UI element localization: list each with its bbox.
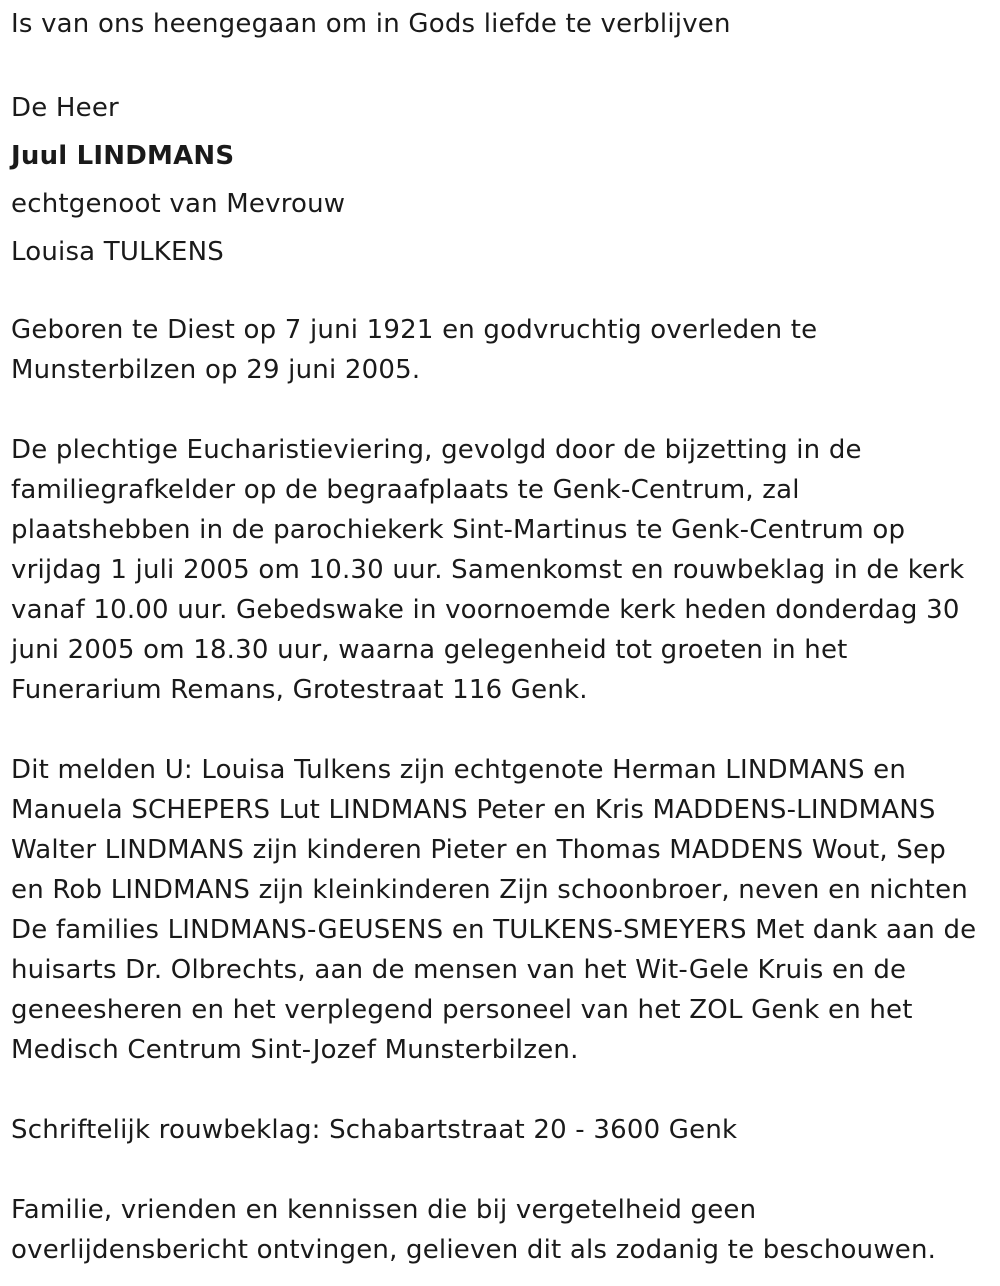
text-line: vrijdag 1 juli 2005 om 10.30 uur. Samenkomst en rouwbeklag in de kerk [11, 555, 965, 585]
deceased-name: Juul LINDMANS [11, 141, 235, 171]
text-line: vanaf 10.00 uur. Gebedswake in voornoemde kerk heden donderdag 30 [11, 595, 960, 625]
text-line: geneesheren en het verplegend personeel van het ZOL Genk en het [11, 995, 913, 1025]
intro-paragraph [11, 0, 986, 44]
text-line: familiegrafkelder op de begraafplaats te Genk-Centrum, zal [11, 475, 800, 505]
text-line: en Rob LINDMANS zijn kleinkinderen Zijn schoonbroer, neven en nichten [11, 875, 968, 905]
text-line: Walter LINDMANS zijn kinderen Pieter en Thomas MADDENS Wout, Sep [11, 835, 946, 865]
text-line: overlijdensbericht ontvingen, gelieven dit als zodanig te beschouwen. [11, 1235, 937, 1265]
text-line: Geboren te Diest op 7 juni 1921 en godvruchtig overleden te [11, 315, 818, 345]
spacer [11, 276, 986, 310]
birth-death-paragraph [11, 310, 986, 390]
condolence-address: Schriftelijk rouwbeklag: Schabartstraat 20 - 3600 Genk [11, 1115, 738, 1145]
ceremony-paragraph [11, 430, 986, 710]
text-line: Familie, vrienden en kennissen die bij vergetelheid geen [11, 1195, 757, 1225]
text-line: Funerarium Remans, Grotestraat 116 Genk. [11, 675, 588, 705]
text-line: Munsterbilzen op 29 juni 2005. [11, 355, 421, 385]
text-line: Manuela SCHEPERS Lut LINDMANS Peter en Kris MADDENS-LINDMANS [11, 795, 936, 825]
condolence-paragraph [11, 1110, 986, 1150]
obituary-text [11, 0, 986, 1270]
relation-line: echtgenoot van Mevrouw [11, 189, 346, 219]
text-line: plaatshebben in de parochiekerk Sint-Martinus te Genk-Centrum op [11, 515, 906, 545]
spacer [11, 390, 986, 430]
text-line: De plechtige Eucharistieviering, gevolgd door de bijzetting in de [11, 435, 862, 465]
text-line: huisarts Dr. Olbrechts, aan de mensen van het Wit-Gele Kruis en de [11, 955, 907, 985]
intro-line: Is van ons heengegaan om in Gods liefde te verblijven [11, 9, 731, 39]
text-line: Dit melden U: Louisa Tulkens zijn echtgenote Herman LINDMANS en [11, 755, 907, 785]
spacer [11, 710, 986, 750]
spacer [11, 44, 986, 84]
spacer [11, 1070, 986, 1110]
spacer [11, 1150, 986, 1190]
deceased-block [11, 84, 986, 276]
title-line: De Heer [11, 93, 119, 123]
text-line: juni 2005 om 18.30 uur, waarna gelegenheid tot groeten in het [11, 635, 848, 665]
text-line: Medisch Centrum Sint-Jozef Munsterbilzen. [11, 1035, 579, 1065]
closing-paragraph [11, 1190, 986, 1270]
text-line: De families LINDMANS-GEUSENS en TULKENS-SMEYERS Met dank aan de [11, 915, 977, 945]
announcers-paragraph [11, 750, 986, 1070]
spouse-name: Louisa TULKENS [11, 237, 225, 267]
